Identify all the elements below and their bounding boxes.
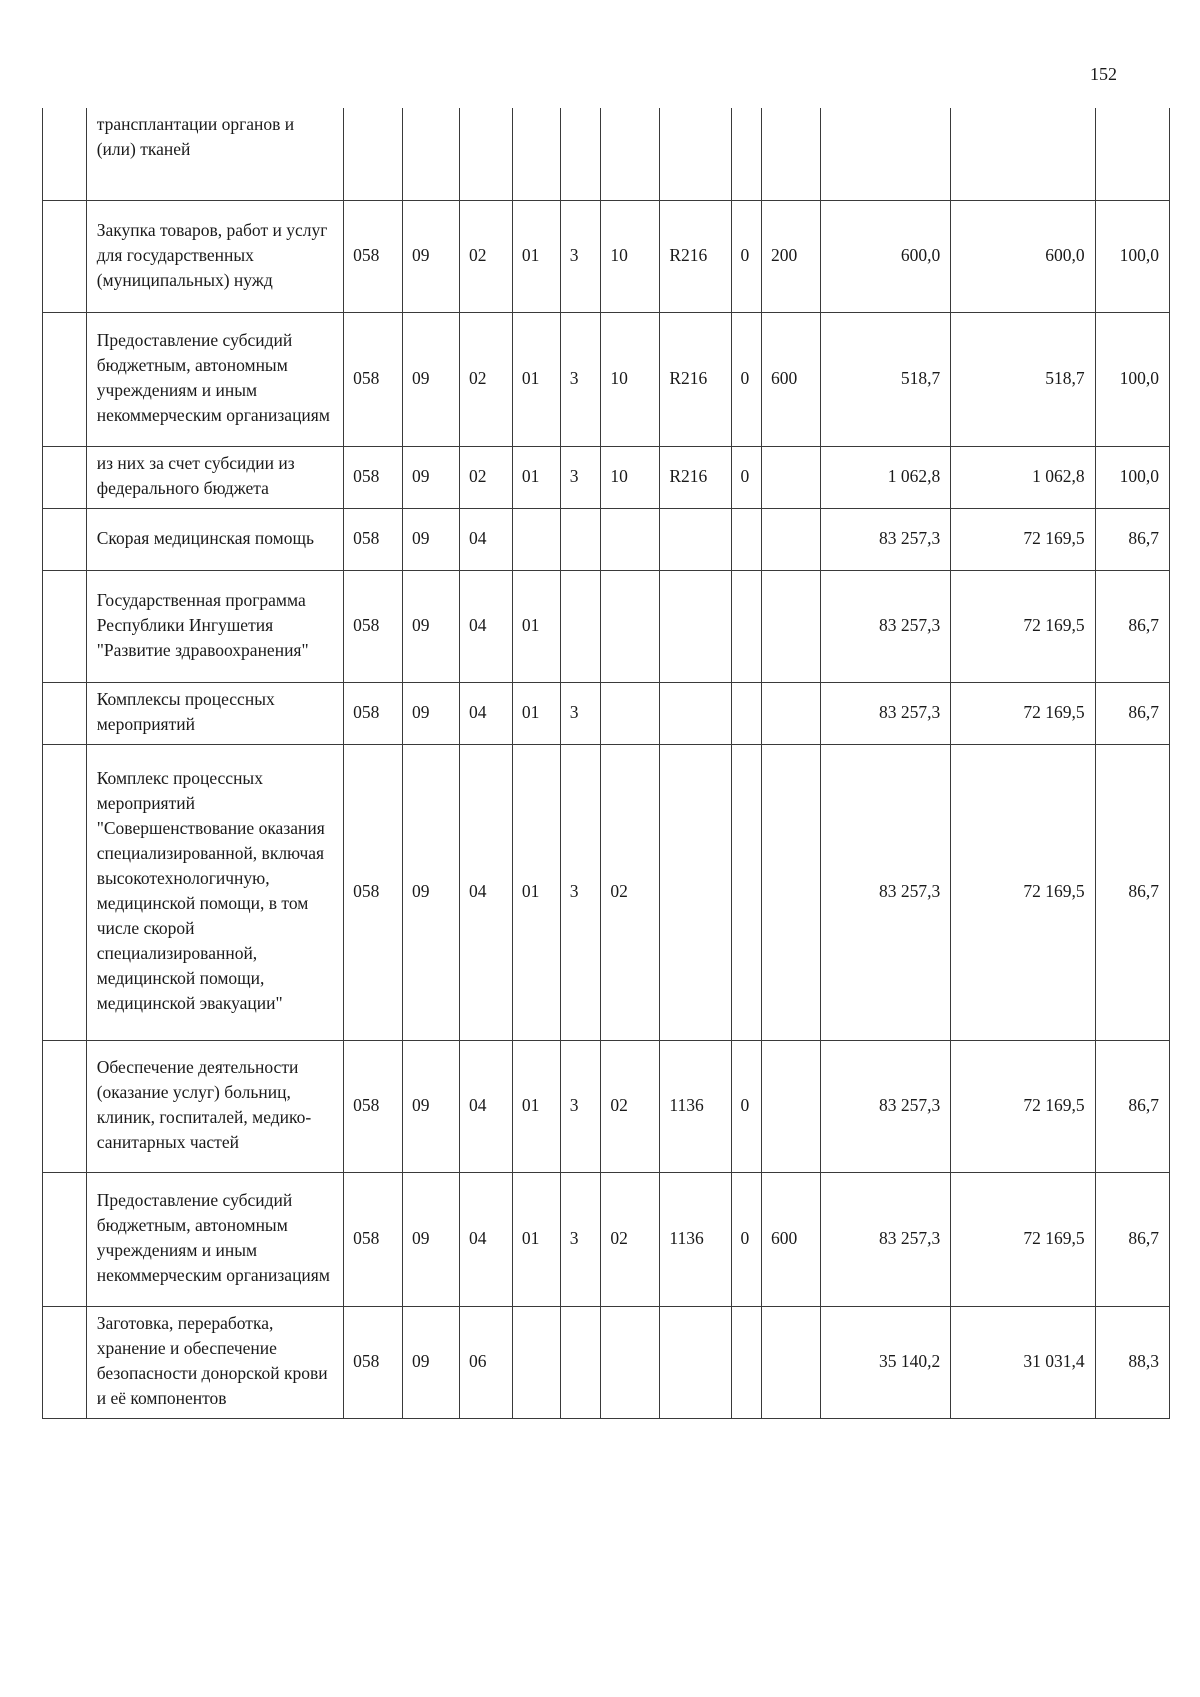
- activity-code-cell: 10: [601, 312, 660, 446]
- section-code-cell: 09: [403, 508, 460, 570]
- section-code-cell: 09: [403, 312, 460, 446]
- execution-percent-cell: 100,0: [1095, 312, 1169, 446]
- executed-amount-cell: 600,0: [951, 200, 1095, 312]
- direction-code-cell: [660, 1306, 731, 1418]
- row-number-cell: [43, 446, 87, 508]
- subsection-code-cell: 02: [460, 446, 513, 508]
- activity-code-cell: 10: [601, 446, 660, 508]
- executed-amount-cell: 1 062,8: [951, 446, 1095, 508]
- item-name-cell: из них за счет субсидии из федерального бюджета: [86, 446, 343, 508]
- row-number-cell: [43, 200, 87, 312]
- admin-code-cell: [344, 108, 403, 200]
- item-name-cell: Скорая медицинская помощь: [86, 508, 343, 570]
- row-number-cell: [43, 1306, 87, 1418]
- execution-percent-cell: 86,7: [1095, 682, 1169, 744]
- subsection-code-cell: [460, 108, 513, 200]
- table-row: [43, 1040, 1170, 1172]
- subprogram-code-cell: 3: [560, 1172, 601, 1306]
- table-row: [43, 682, 1170, 744]
- subsection-code-cell: 04: [460, 1172, 513, 1306]
- expense-type-code-cell: [762, 108, 821, 200]
- expense-type-code-cell: [762, 744, 821, 1040]
- row-number-cell: [43, 570, 87, 682]
- direction-suffix-cell: [731, 570, 762, 682]
- executed-amount-cell: 31 031,4: [951, 1306, 1095, 1418]
- execution-percent-cell: 100,0: [1095, 200, 1169, 312]
- budget-table: [42, 108, 1170, 1419]
- section-code-cell: [403, 108, 460, 200]
- section-code-cell: 09: [403, 570, 460, 682]
- expense-type-code-cell: 600: [762, 312, 821, 446]
- execution-percent-cell: 88,3: [1095, 1306, 1169, 1418]
- direction-code-cell: R216: [660, 312, 731, 446]
- item-name-cell: Комплекс процессных мероприятий "Совершенствование оказания специализированной, включая высокотехнологичную, медицинской помощи, в том числе скорой специализированной, медицинской помощи, медицинской эвакуации": [86, 744, 343, 1040]
- expense-type-code-cell: [762, 1306, 821, 1418]
- admin-code-cell: 058: [344, 508, 403, 570]
- subsection-code-cell: 02: [460, 312, 513, 446]
- item-name-cell: Комплексы процессных мероприятий: [86, 682, 343, 744]
- subprogram-code-cell: 3: [560, 744, 601, 1040]
- execution-percent-cell: 86,7: [1095, 508, 1169, 570]
- table-row: [43, 200, 1170, 312]
- admin-code-cell: 058: [344, 682, 403, 744]
- direction-code-cell: [660, 508, 731, 570]
- table-row: [43, 312, 1170, 446]
- section-code-cell: 09: [403, 682, 460, 744]
- admin-code-cell: 058: [344, 446, 403, 508]
- activity-code-cell: 02: [601, 744, 660, 1040]
- planned-amount-cell: 83 257,3: [821, 1040, 951, 1172]
- direction-suffix-cell: [731, 682, 762, 744]
- subprogram-code-cell: 3: [560, 1040, 601, 1172]
- planned-amount-cell: 600,0: [821, 200, 951, 312]
- subsection-code-cell: 04: [460, 508, 513, 570]
- planned-amount-cell: 83 257,3: [821, 1172, 951, 1306]
- planned-amount-cell: 35 140,2: [821, 1306, 951, 1418]
- admin-code-cell: 058: [344, 1306, 403, 1418]
- executed-amount-cell: 72 169,5: [951, 1040, 1095, 1172]
- row-number-cell: [43, 312, 87, 446]
- item-name-cell: Предоставление субсидий бюджетным, автономным учреждениям и иным некоммерческим организациям: [86, 312, 343, 446]
- row-number-cell: [43, 1172, 87, 1306]
- direction-code-cell: R216: [660, 200, 731, 312]
- admin-code-cell: 058: [344, 570, 403, 682]
- planned-amount-cell: 1 062,8: [821, 446, 951, 508]
- table-row: [43, 744, 1170, 1040]
- subprogram-code-cell: [560, 1306, 601, 1418]
- direction-suffix-cell: 0: [731, 1040, 762, 1172]
- table-row: [43, 1306, 1170, 1418]
- subsection-code-cell: 06: [460, 1306, 513, 1418]
- expense-type-code-cell: 200: [762, 200, 821, 312]
- subprogram-code-cell: 3: [560, 200, 601, 312]
- table-row: [43, 108, 1170, 200]
- item-name-cell: трансплантации органов и (или) тканей: [86, 108, 343, 200]
- planned-amount-cell: 518,7: [821, 312, 951, 446]
- item-name-cell: Закупка товаров, работ и услуг для государственных (муниципальных) нужд: [86, 200, 343, 312]
- direction-suffix-cell: [731, 108, 762, 200]
- execution-percent-cell: 86,7: [1095, 1040, 1169, 1172]
- table-row: [43, 1172, 1170, 1306]
- subsection-code-cell: 04: [460, 570, 513, 682]
- activity-code-cell: [601, 570, 660, 682]
- direction-code-cell: 1136: [660, 1172, 731, 1306]
- program-code-cell: 01: [512, 744, 560, 1040]
- activity-code-cell: [601, 682, 660, 744]
- item-name-cell: Обеспечение деятельности (оказание услуг) больниц, клиник, госпиталей, медико-санитарных частей: [86, 1040, 343, 1172]
- executed-amount-cell: 72 169,5: [951, 1172, 1095, 1306]
- item-name-cell: Государственная программа Республики Ингушетия "Развитие здравоохранения": [86, 570, 343, 682]
- planned-amount-cell: [821, 108, 951, 200]
- program-code-cell: 01: [512, 200, 560, 312]
- execution-percent-cell: 86,7: [1095, 1172, 1169, 1306]
- direction-suffix-cell: [731, 744, 762, 1040]
- section-code-cell: 09: [403, 744, 460, 1040]
- activity-code-cell: 02: [601, 1172, 660, 1306]
- table-row: [43, 446, 1170, 508]
- executed-amount-cell: 518,7: [951, 312, 1095, 446]
- planned-amount-cell: 83 257,3: [821, 570, 951, 682]
- direction-code-cell: [660, 682, 731, 744]
- expense-type-code-cell: [762, 570, 821, 682]
- direction-suffix-cell: 0: [731, 1172, 762, 1306]
- admin-code-cell: 058: [344, 744, 403, 1040]
- direction-suffix-cell: [731, 1306, 762, 1418]
- subprogram-code-cell: [560, 570, 601, 682]
- execution-percent-cell: 86,7: [1095, 744, 1169, 1040]
- program-code-cell: 01: [512, 312, 560, 446]
- admin-code-cell: 058: [344, 312, 403, 446]
- direction-code-cell: R216: [660, 446, 731, 508]
- section-code-cell: 09: [403, 446, 460, 508]
- subprogram-code-cell: 3: [560, 446, 601, 508]
- section-code-cell: 09: [403, 1306, 460, 1418]
- subsection-code-cell: 02: [460, 200, 513, 312]
- planned-amount-cell: 83 257,3: [821, 508, 951, 570]
- expense-type-code-cell: [762, 508, 821, 570]
- table-body: [43, 108, 1170, 1418]
- expense-type-code-cell: [762, 1040, 821, 1172]
- subprogram-code-cell: 3: [560, 682, 601, 744]
- admin-code-cell: 058: [344, 1040, 403, 1172]
- program-code-cell: 01: [512, 1172, 560, 1306]
- activity-code-cell: [601, 108, 660, 200]
- subprogram-code-cell: [560, 108, 601, 200]
- subsection-code-cell: 04: [460, 744, 513, 1040]
- direction-code-cell: [660, 570, 731, 682]
- subsection-code-cell: 04: [460, 682, 513, 744]
- section-code-cell: 09: [403, 1040, 460, 1172]
- row-number-cell: [43, 744, 87, 1040]
- activity-code-cell: [601, 1306, 660, 1418]
- program-code-cell: [512, 1306, 560, 1418]
- section-code-cell: 09: [403, 1172, 460, 1306]
- admin-code-cell: 058: [344, 200, 403, 312]
- direction-code-cell: [660, 108, 731, 200]
- execution-percent-cell: [1095, 108, 1169, 200]
- expense-type-code-cell: 600: [762, 1172, 821, 1306]
- program-code-cell: [512, 508, 560, 570]
- page-number: 152: [1090, 64, 1117, 84]
- planned-amount-cell: 83 257,3: [821, 682, 951, 744]
- item-name-cell: Предоставление субсидий бюджетным, автономным учреждениям и иным некоммерческим организациям: [86, 1172, 343, 1306]
- execution-percent-cell: 86,7: [1095, 570, 1169, 682]
- direction-suffix-cell: 0: [731, 312, 762, 446]
- execution-percent-cell: 100,0: [1095, 446, 1169, 508]
- direction-suffix-cell: [731, 508, 762, 570]
- expense-type-code-cell: [762, 446, 821, 508]
- activity-code-cell: 02: [601, 1040, 660, 1172]
- direction-suffix-cell: 0: [731, 446, 762, 508]
- direction-suffix-cell: 0: [731, 200, 762, 312]
- executed-amount-cell: [951, 108, 1095, 200]
- executed-amount-cell: 72 169,5: [951, 682, 1095, 744]
- subprogram-code-cell: 3: [560, 312, 601, 446]
- subprogram-code-cell: [560, 508, 601, 570]
- program-code-cell: 01: [512, 446, 560, 508]
- row-number-cell: [43, 1040, 87, 1172]
- executed-amount-cell: 72 169,5: [951, 570, 1095, 682]
- section-code-cell: 09: [403, 200, 460, 312]
- program-code-cell: [512, 108, 560, 200]
- direction-code-cell: [660, 744, 731, 1040]
- program-code-cell: 01: [512, 1040, 560, 1172]
- row-number-cell: [43, 682, 87, 744]
- program-code-cell: 01: [512, 682, 560, 744]
- expense-type-code-cell: [762, 682, 821, 744]
- row-number-cell: [43, 508, 87, 570]
- row-number-cell: [43, 108, 87, 200]
- direction-code-cell: 1136: [660, 1040, 731, 1172]
- executed-amount-cell: 72 169,5: [951, 508, 1095, 570]
- executed-amount-cell: 72 169,5: [951, 744, 1095, 1040]
- item-name-cell: Заготовка, переработка, хранение и обеспечение безопасности донорской крови и её компонентов: [86, 1306, 343, 1418]
- activity-code-cell: 10: [601, 200, 660, 312]
- activity-code-cell: [601, 508, 660, 570]
- planned-amount-cell: 83 257,3: [821, 744, 951, 1040]
- table-row: [43, 570, 1170, 682]
- subsection-code-cell: 04: [460, 1040, 513, 1172]
- program-code-cell: 01: [512, 570, 560, 682]
- table-row: [43, 508, 1170, 570]
- admin-code-cell: 058: [344, 1172, 403, 1306]
